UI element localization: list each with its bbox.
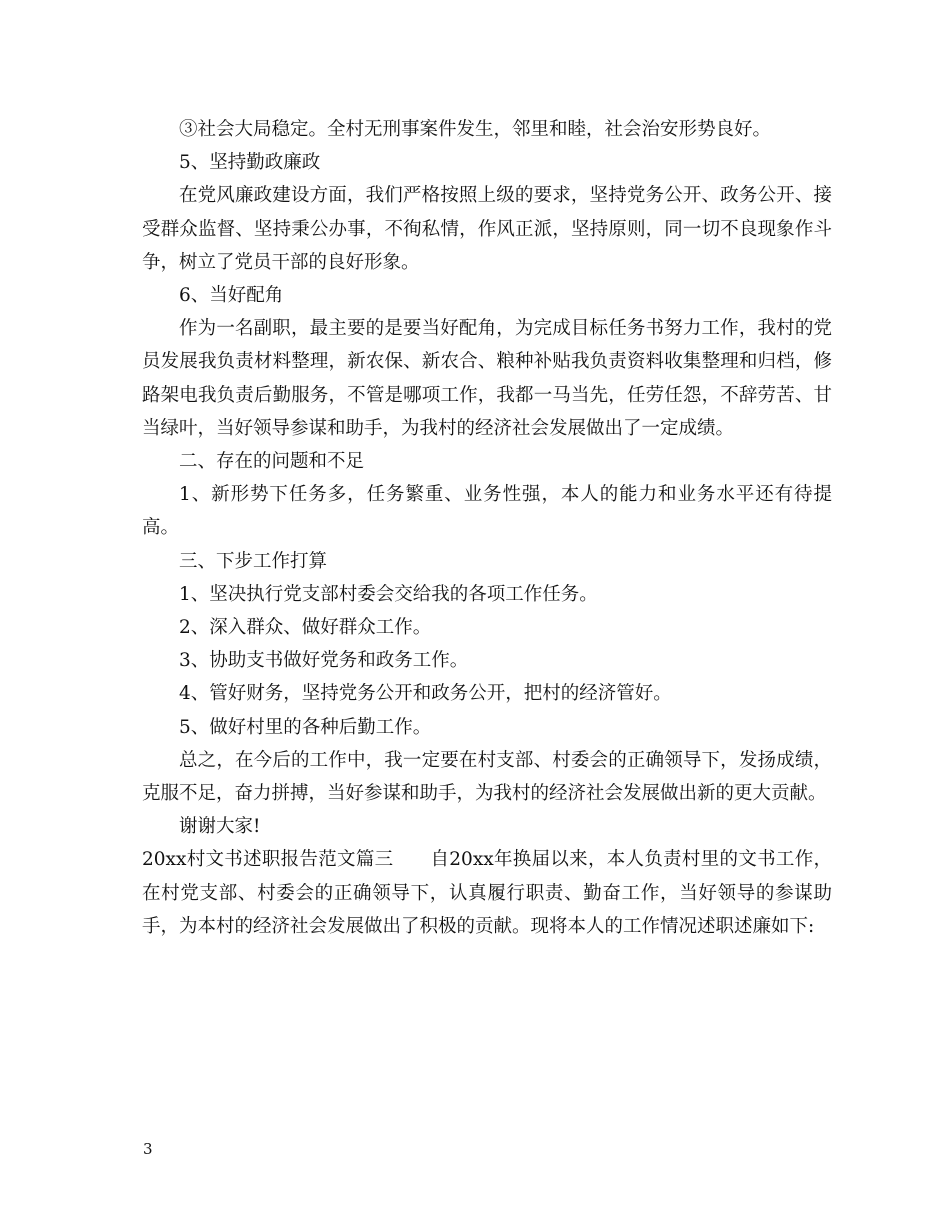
paragraph: 作为一名副职，最主要的是要当好配角，为完成目标任务书努力工作，我村的党员发展我负责材料整理，新农保、新农合、粮种补贴我负责资料收集整理和归档，修路架电我负责后勤服务，不管是哪项工作，我都一马当先，任劳任怨，不辞劳苦、甘当绿叶，当好领导参谋和助手，为我村的经济社会发展做出了一定成绩。 [142, 318, 832, 439]
list-item: 5、做好村里的各种后勤工作。 [179, 716, 432, 738]
paragraph: 20xx村文书述职报告范文篇三 自20xx年换届以来，本人负责村里的文书工作，在村党支部、村委会的正确领导下，认真履行职责、勤奋工作，当好领导的参谋助手，为本村的经济社会发展做出了积极的贡献。现将本人的工作情况述职述廉如下: [142, 849, 832, 937]
section-heading: 二、存在的问题和不足 [179, 451, 365, 473]
paragraph: 总之，在今后的工作中，我一定要在村支部、村委会的正确领导下，发扬成绩，克服不足，奋力拼搏，当好参谋和助手，为我村的经济社会发展做出新的更大贡献。 [142, 749, 832, 805]
section-heading: 5、坚持勤政廉政 [179, 152, 321, 174]
page-number: 3 [143, 1140, 153, 1158]
list-item: 2、深入群众、做好群众工作。 [179, 617, 432, 639]
section-heading: 6、当好配角 [179, 285, 284, 307]
list-item: 4、管好财务，坚持党务公开和政务公开，把村的经济管好。 [179, 683, 672, 705]
paragraph: 1、新形势下任务多，任务繁重、业务性强，本人的能力和业务水平还有待提高。 [142, 484, 832, 539]
paragraph: 在党风廉政建设方面，我们严格按照上级的要求，坚持党务公开、政务公开、接受群众监督、坚持秉公办事，不徇私情，作风正派，坚持原则，同一切不良现象作斗争，树立了党员干部的良好形象。 [142, 185, 832, 273]
document-body [142, 113, 832, 943]
closing-line: 谢谢大家! [179, 816, 261, 838]
list-item: 1、坚决执行党支部村委会交给我的各项工作任务。 [179, 583, 598, 605]
section-heading: 三、下步工作打算 [179, 550, 328, 572]
paragraph: ③社会大局稳定。全村无刑事案件发生，邻里和睦，社会治安形势良好。 [179, 119, 772, 140]
list-item: 3、协助支书做好党务和政务工作。 [179, 650, 469, 672]
